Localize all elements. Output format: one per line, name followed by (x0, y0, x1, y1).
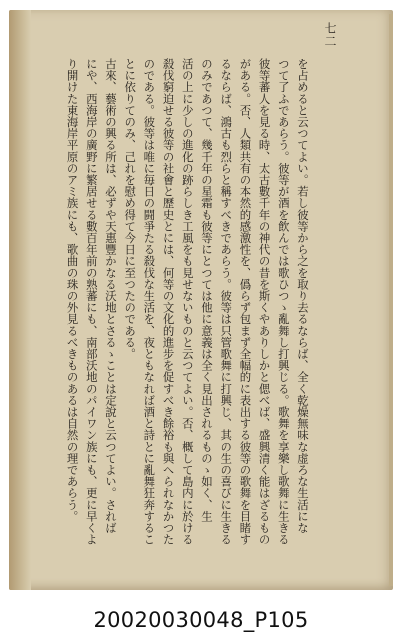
text-column: 活の上に少しの進化の跡らしき工風をも見せないものと云つてよい。否、概して島内に於ける (180, 58, 195, 546)
text-column: り開けた東海岸平原のアミ族にも、歌曲の珠の外見るべきものあるは自然の理であらう。 (65, 58, 80, 522)
text-column: るならば、鴻古も烈らと稱すべきであらう。彼等は只管歌舞に打興じ、其の生の喜びに生きる (219, 58, 234, 546)
text-column: 殺伐窮迫せる彼等の社會と歷史とには、何等の文化的進步を促すべき餘裕も與へられなかつた (161, 58, 176, 546)
text-column: を占めると云つてよい。若し彼等から之を取り去るならば、全く乾燥無味な虚ろな生活にな (296, 58, 310, 534)
text-column: 古來、藝術の興る所は、必ずや天惠豐かなる沃地とさるゝことは定說と云つてよい。されば (103, 58, 118, 534)
image-id-caption: 20020030048_P105 (93, 608, 309, 632)
text-column: のみであつて、幾千年の星霜も彼等にとつては他に意義は全く見出されるものゝ如く、生 (199, 58, 214, 522)
text-column: とに依りてのみ、己れを慰め得て今日に至つたのである。 (123, 58, 138, 360)
text-column: がある。否、人類共有の本然的感激性を、僞らず包まず全幅的に表出する彼等の歌舞を目睹す (238, 58, 253, 546)
text-column: のである。彼等は唯に毎日の闘爭たる殺伐な生活を、夜ともなれば酒と詩とに亂舞狂奔するこ (142, 58, 157, 546)
text-column: 彼等蕃人を見る時、太古數千年の神代の昔を斯くやありしかと偲べば、盛興清く能はざるもの (257, 58, 272, 546)
page-number: 七二 (323, 22, 337, 48)
body-text (48, 58, 312, 554)
book-spine (9, 10, 31, 590)
text-column: にや、西海岸の廣野に繁居せる數百年前の熟蕃にも、南部沃地のパイワン族にも、更に早くよ (84, 58, 99, 546)
text-column: つて了ふであらう。彼等が酒を飲んでは歌ひつゝ亂舞し打興じる。歌舞を享樂し歌舞に生きる (276, 58, 291, 546)
page-edge (389, 14, 393, 586)
